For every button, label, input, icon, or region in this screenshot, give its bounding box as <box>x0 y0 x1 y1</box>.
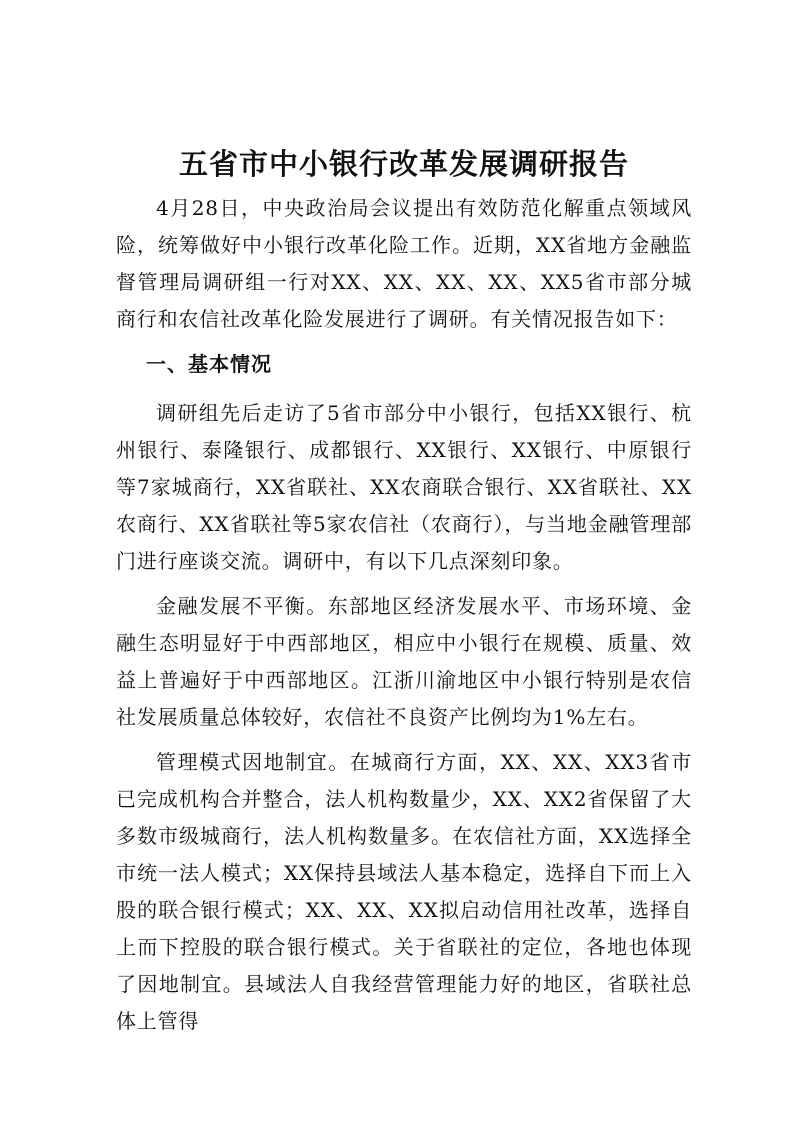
paragraph-survey-overview: 调研组先后走访了5省市部分中小银行，包括XX银行、杭州银行、泰隆银行、成都银行、XX银行、XX银行、中原银行等7家城商行，XX省联社、XX农商联合银行、XX省联社、XX农商行、XX省联社等5家农信社（农商行），与当地金融管理部门进行座谈交流。调研中，有以下几点深刻印象。 <box>116 401 692 573</box>
spacer <box>116 580 692 588</box>
spacer <box>116 383 692 395</box>
spacer <box>116 736 692 744</box>
paragraph-unbalanced-development: 金融发展不平衡。东部地区经济发展水平、市场环境、金融生态明显好于中西部地区，相应中小银行在规模、质量、效益上普遍好于中西部地区。江浙川渝地区中小银行特别是农信社发展质量总体较好，农信社不良资产比例均为1%左右。 <box>116 594 692 729</box>
document-page <box>116 138 692 1040</box>
intro-paragraph: 4月28日，中央政治局会议提出有效防范化解重点领域风险，统筹做好中小银行改革化险工作。近期，XX省地方金融监督管理局调研组一行对XX、XX、XX、XX、XX5省市部分城商行和农信社改革化险发展进行了调研。有关情况报告如下： <box>116 196 692 331</box>
document-title: 五省市中小银行改革发展调研报告 <box>178 147 629 181</box>
spacer <box>116 338 692 346</box>
section-heading-basic-situation: 一、基本情况 <box>146 352 272 376</box>
paragraph-management-models: 管理模式因地制宜。在城商行方面，XX、XX、XX3省市已完成机构合并整合，法人机构数量少，XX、XX2省保留了大多数市级城商行，法人机构数量多。在农信社方面，XX选择全市统一法人模式；XX保持县域法人基本稳定，选择自下而上入股的联合银行模式；XX、XX、XX拟启动信用社改革，选择自上而下控股的联合银行模式。关于省联社的定位，各地也体现了因地制宜。县域法人自我经营管理能力好的地区，省联社总体上管得 <box>116 750 692 1033</box>
